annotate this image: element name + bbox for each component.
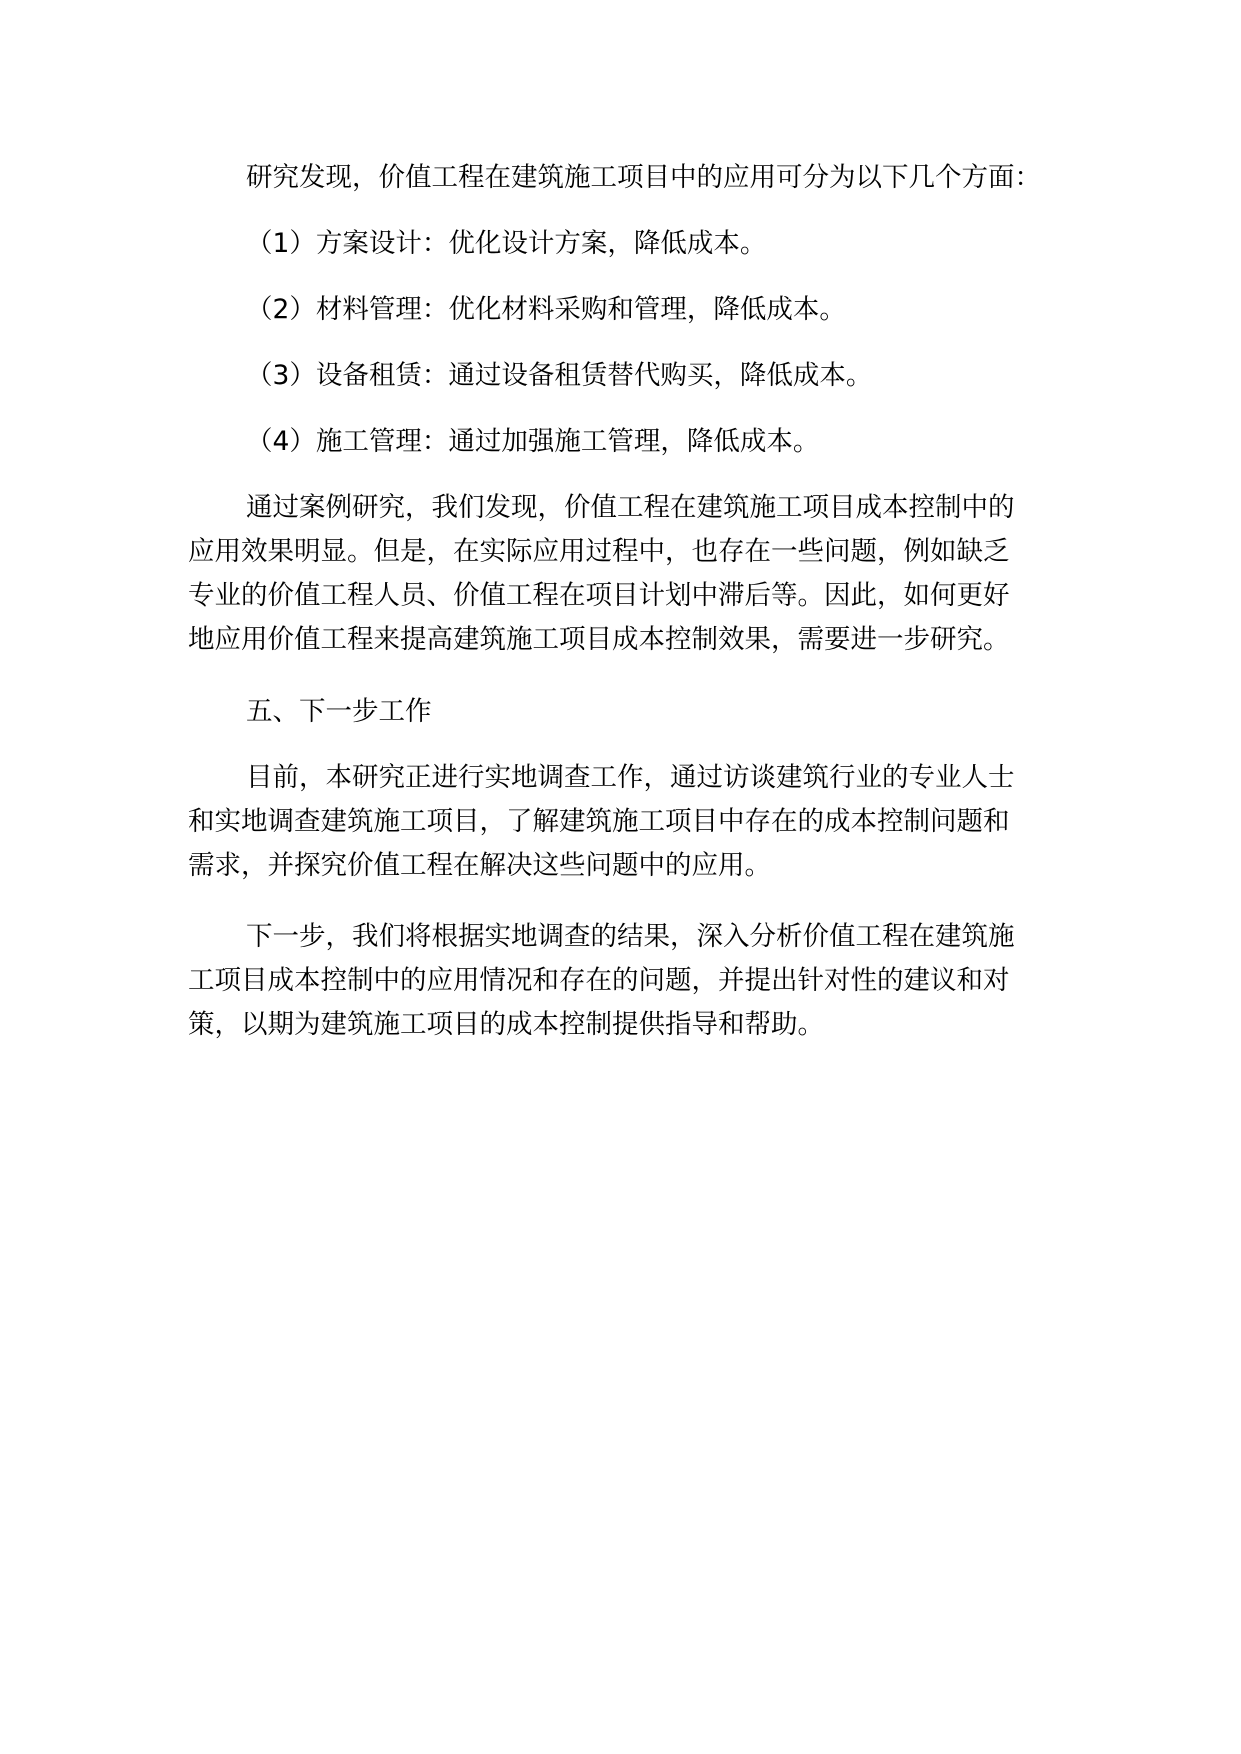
list-item-construction-management: （4）施工管理：通过加强施工管理，降低成本。: [246, 426, 820, 457]
list-item-equipment-leasing: （3）设备租赁：通过设备租赁替代购买，降低成本。: [246, 360, 873, 391]
current-work-paragraph: 目前，本研究正进行实地调查工作，通过访谈建筑行业的专业人士和实地调查建筑施工项目，了解建筑施工项目中存在的成本控制问题和需求，并探究价值工程在解决这些问题中的应用。: [188, 762, 1015, 881]
case-study-paragraph: 通过案例研究，我们发现，价值工程在建筑施工项目成本控制中的应用效果明显。但是，在实际应用过程中，也存在一些问题，例如缺乏专业的价值工程人员、价值工程在项目计划中滞后等。因此，如何更好地应用价值工程来提高建筑施工项目成本控制效果，需要进一步研究。: [188, 492, 1015, 655]
next-step-paragraph: 下一步，我们将根据实地调查的结果，深入分析价值工程在建筑施工项目成本控制中的应用情况和存在的问题，并提出针对性的建议和对策，以期为建筑施工项目的成本控制提供指导和帮助。: [188, 921, 1015, 1040]
section-heading: 五、下一步工作: [246, 696, 432, 727]
intro-paragraph: 研究发现，价值工程在建筑施工项目中的应用可分为以下几个方面：: [246, 162, 1041, 193]
list-item-scheme-design: （1）方案设计：优化设计方案，降低成本。: [246, 228, 767, 259]
list-item-material-management: （2）材料管理：优化材料采购和管理，降低成本。: [246, 294, 846, 325]
